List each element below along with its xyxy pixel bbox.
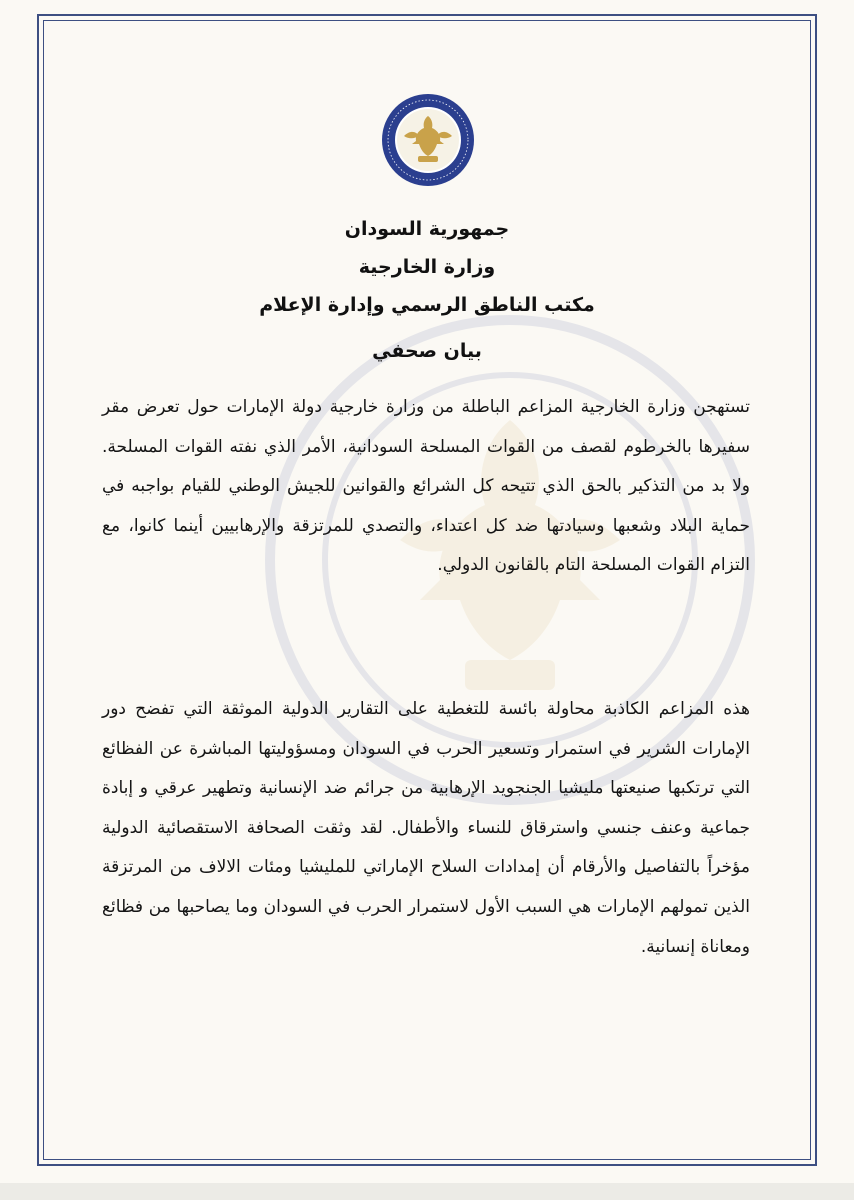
- page-border-inner: [43, 20, 811, 1160]
- header-country: جمهورية السودان: [344, 218, 510, 240]
- header-office: مكتب الناطق الرسمي وإدارة الإعلام: [259, 294, 595, 316]
- header-ministry: وزارة الخارجية: [358, 256, 496, 278]
- statement-paragraph-1: تستهجن وزارة الخارجية المزاعم الباطلة من وزارة خارجية دولة الإمارات حول تعرض مقر سفيرها بالخرطوم لقصف من القوات المسلحة السودانية، الأمر الذي نفته القوات المسلحة. ولا بد من التذكير بالحق الذي تتيحه كل الشرائع والقوانين للجيش الوطني للقيام بواجبه في حماية البلاد وشعبها وسيادتها ضد كل اعتداء، والتصدي للمرتزقة والإرهابيين أينما كانوا، مع التزام القوات المسلحة التام بالقانون الدولي.: [102, 397, 750, 576]
- document-type-title: بيان صحفي: [372, 340, 482, 362]
- statement-paragraph-2: هذه المزاعم الكاذبة محاولة بائسة للتغطية على التقارير الدولية الموثقة التي تفضح دور الإمارات الشرير في استمرار وتسعير الحرب في السودان ومسؤوليتها المباشرة عن الفظائع التي ترتكبها صنيعتها مليشيا الجنجويد الإرهابية من جرائم ضد الإنسانية وتطهير عرقي و إبادة جماعية وعنف جنسي واسترقاق للنساء والأطفال. لقد وثقت الصحافة الاستقصائية الدولية مؤخراً بالتفاصيل والأرقام أن إمدادات السلاح الإماراتي للمليشيا ومئات الالاف من المرتزقة الذين تمولهم الإمارات هي السبب الأول لاستمرار الحرب في السودان وما يصاحبها من فظائع ومعاناة إنسانية.: [102, 699, 750, 957]
- image-bottom-margin: [0, 1183, 854, 1200]
- ministry-logo-icon: [380, 92, 476, 188]
